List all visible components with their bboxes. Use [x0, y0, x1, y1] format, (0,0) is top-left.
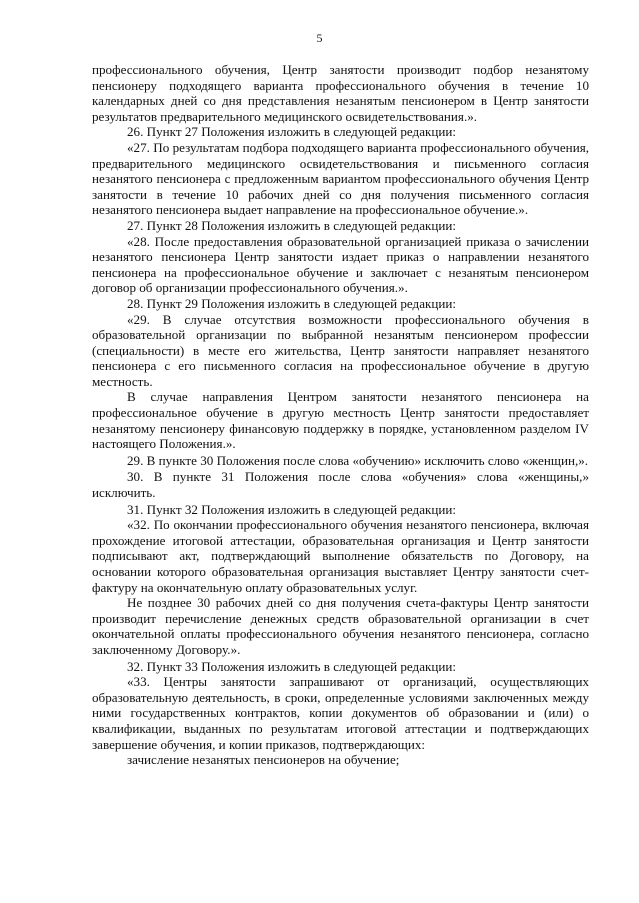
paragraph-item-27: 27. Пункт 28 Положения изложить в следующей редакции:: [127, 217, 457, 233]
paragraph-item-31: 31. Пункт 32 Положения изложить в следующей редакции:: [127, 501, 457, 517]
paragraph-clause-28: «28. После предоставления образовательной организацией приказа о зачислении незанятого пенсионера Центр занятости издает приказ о направлении незанятого пенсионера на профессиональное обучение и заключает с незанятым пенсионером договор об организации профессионального обучения.».: [92, 233, 589, 296]
paragraph-item-30: 30. В пункте 31 Положения после слова «обучения» слова «женщины,» исключить.: [92, 469, 589, 501]
paragraph-item-29: 29. В пункте 30 Положения после слова «обучению» исключить слово «женщин,».: [127, 452, 589, 468]
paragraph-clause-29: «29. В случае отсутствия возможности профессионального обучения в образовательной организации по выбранной незанятым пенсионером профессии (специальности) в месте его жительства, Центр занятости направляет незанятого пенсионера с его письменного согласия на профессиональное обучение в другую местность.: [92, 311, 589, 389]
paragraph-item-28: 28. Пункт 29 Положения изложить в следующей редакции:: [127, 295, 457, 311]
paragraph-clause-33-item: зачисление незанятых пенсионеров на обучение;: [127, 752, 400, 768]
page-number: 5: [316, 31, 323, 45]
paragraph-clause-32: «32. По окончании профессионального обучения незанятого пенсионера, включая прохождение итоговой аттестации, образовательная организация и Центр занятости подписывают акт, подтверждающий выполнение обязательств по Договору, на основании которого образовательная организация выставляет Центру занятости счет-фактуру на окончательную оплату образовательных услуг.: [92, 517, 589, 595]
paragraph-clause-32-part-2: Не позднее 30 рабочих дней со дня получения счета-фактуры Центр занятости производит перечисление денежных средств образовательной организации в счет окончательной оплаты профессионального обучения незанятого пенсионера, согласно заключенному Договору.».: [92, 595, 589, 657]
paragraph-continuation: профессионального обучения, Центр занятости производит подбор незанятому пенсионеру подходящего варианта профессионального обучения в течение 10 календарных дней со дня представления незанятым пенсионером в Центр занятости результатов предварительного медицинского освидетельствования.».: [92, 62, 589, 124]
paragraph-clause-27: «27. По результатам подбора подходящего варианта профессионального обучения, предварительного медицинского освидетельствования и письменного согласия незанятого пенсионера с предложенным вариантом профессионального обучения Центр занятости в течение 10 рабочих дней со дня получения письменного согласия незанятого пенсионера выдает направление на профессиональное обучение.».: [92, 139, 589, 218]
paragraph-item-32: 32. Пункт 33 Положения изложить в следующей редакции:: [127, 658, 457, 674]
document-body: [92, 62, 589, 768]
paragraph-item-26: 26. Пункт 27 Положения изложить в следующей редакции:: [127, 124, 457, 140]
paragraph-clause-33: «33. Центры занятости запрашивают от организаций, осуществляющих образовательную деятельность, в сроки, определенные условиями заключенных между ними государственных контрактов, копии документов об образовании и (или) о квалификации, выданных по результатам итоговой аттестации и подтверждающих завершение обучения, и копии приказов, подтверждающих:: [92, 674, 589, 752]
paragraph-clause-29-part-2: В случае направления Центром занятости незанятого пенсионера на профессиональное обучение в другую местность Центр занятости предоставляет незанятому пенсионеру финансовую поддержку в порядке, установленном разделом IV настоящего Положения.».: [92, 389, 589, 452]
